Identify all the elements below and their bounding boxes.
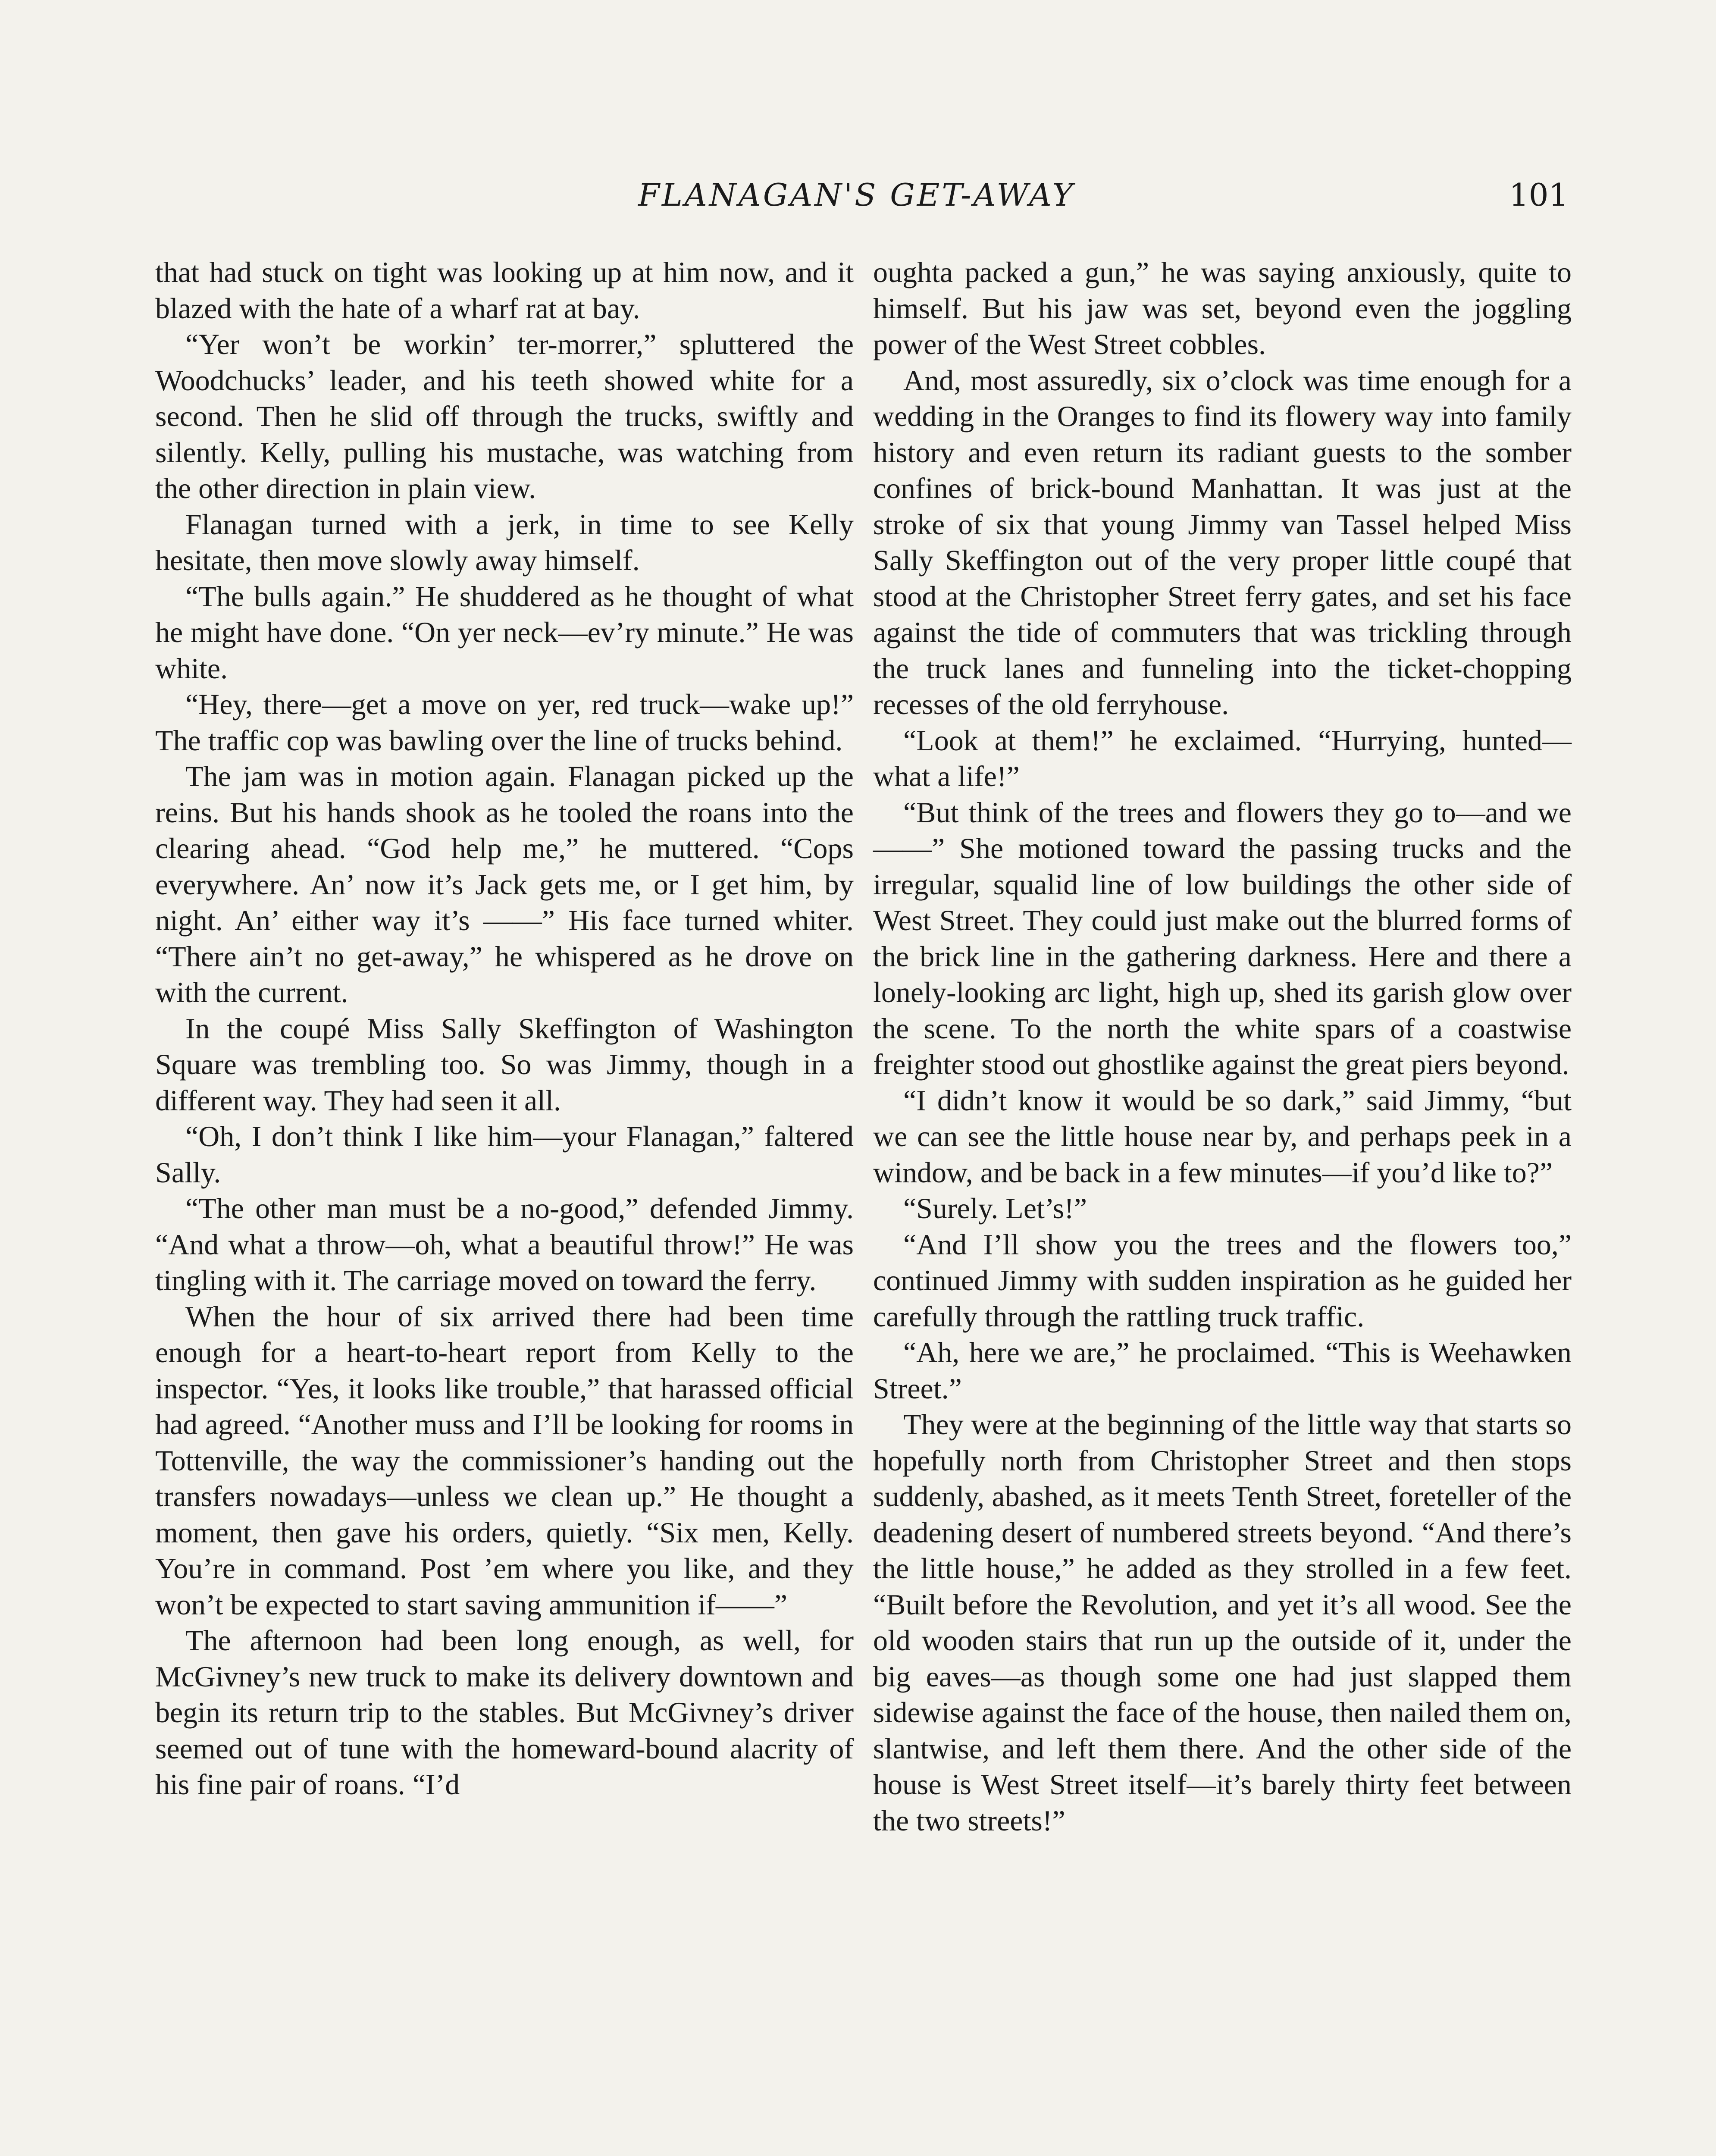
paragraph: “The bulls again.” He shuddered as he thought of what he might have done. “On yer neck—ev’ry minute.” He was white. xyxy=(155,580,854,685)
paragraph: oughta packed a gun,” he was saying anxiously, quite to himself. But his jaw was set, beyond even the joggling power of the West Street cobbles. xyxy=(873,256,1572,360)
paragraph: Flanagan turned with a jerk, in time to see Kelly hesitate, then move slowly away himself. xyxy=(155,508,854,577)
paragraph: “Ah, here we are,” he proclaimed. “This is Weehawken Street.” xyxy=(873,1336,1572,1405)
paragraph: “Surely. Let’s!” xyxy=(903,1192,1087,1225)
paragraph: In the coupé Miss Sally Skeffington of Washington Square was trembling too. So was Jimmy, though in a different way. They had seen it all. xyxy=(155,1012,854,1117)
paragraph: “Oh, I don’t think I like him—your Flanagan,” faltered Sally. xyxy=(155,1120,854,1189)
paragraph: “Yer won’t be workin’ ter-morrer,” spluttered the Woodchucks’ leader, and his teeth showed white for a second. Then he slid off through the trucks, swiftly and silently. Kelly, pulling his mustache, was watching from the other direction in plain view. xyxy=(155,328,854,505)
paragraph: “But think of the trees and flowers they go to—and we——” She motioned toward the passing trucks and the irregular, squalid line of low buildings the other side of West Street. They could just make out the blurred forms of the brick line in the gathering darkness. Here and there a lonely-looking arc light, high up, shed its garish glow over the scene. To the north the white spars of a coastwise freighter stood out ghostlike against the great piers beyond. xyxy=(873,796,1572,1081)
right-text-column xyxy=(873,254,1572,1839)
paragraph: “And I’ll show you the trees and the flowers too,” continued Jimmy with sudden inspiration as he guided her carefully through the rattling truck traffic. xyxy=(873,1228,1572,1333)
paragraph: They were at the beginning of the little way that starts so hopefully north from Christopher Street and then stops suddenly, abashed, as it meets Tenth Street, foreteller of the deadening desert of numbered streets beyond. “And there’s the little house,” he added as they strolled in a few feet. “Built before the Revolution, and yet it’s all wood. See the old wooden stairs that run up the outside of it, under the big eaves—as though some one had just slapped them sidewise against the face of the house, then nailed them on, slantwise, and left them there. And the other side of the house is West Street itself—it’s barely thirty feet between the two streets!” xyxy=(873,1408,1572,1837)
paragraph: “I didn’t know it would be so dark,” said Jimmy, “but we can see the little house near by, and perhaps peek in a window, and be back in a few minutes—if you’d like to?” xyxy=(873,1084,1572,1189)
paragraph: And, most assuredly, six o’clock was time enough for a wedding in the Oranges to find its flowery way into family history and even return its radiant guests to the somber confines of brick-bound Manhattan. It was just at the stroke of six that young Jimmy van Tassel helped Miss Sally Skeffington out of the very proper little coupé that stood at the Christopher Street ferry gates, and set his face against the tide of commuters that was trickling through the truck lanes and funneling into the ticket-chopping recesses of the old ferryhouse. xyxy=(873,364,1572,721)
paragraph: “Look at them!” he exclaimed. “Hurrying, hunted—what a life!” xyxy=(873,724,1572,793)
running-head-title: FLANAGAN'S GET-AWAY xyxy=(638,177,1075,213)
paragraph: The afternoon had been long enough, as well, for McGivney’s new truck to make its delivery downtown and begin its return trip to the stables. But McGivney’s driver seemed out of tune with the homeward-bound alacrity of his fine pair of roans. “I’d xyxy=(155,1624,854,1801)
paragraph: “Hey, there—get a move on yer, red truck—wake up!” The traffic cop was bawling over the line of trucks behind. xyxy=(155,688,854,757)
left-text-column xyxy=(155,254,854,1803)
paragraph: The jam was in motion again. Flanagan picked up the reins. But his hands shook as he tooled the roans into the clearing ahead. “God help me,” he muttered. “Cops everywhere. An’ now it’s Jack gets me, or I get him, by night. An’ either way it’s ——” His face turned whiter. “There ain’t no get-away,” he whispered as he drove on with the current. xyxy=(155,760,854,1009)
paragraph: that had stuck on tight was looking up at him now, and it blazed with the hate of a wharf rat at bay. xyxy=(155,256,854,325)
page-number: 101 xyxy=(1509,177,1569,213)
paragraph: “The other man must be a no-good,” defended Jimmy. “And what a throw—oh, what a beautiful throw!” He was tingling with it. The carriage moved on toward the ferry. xyxy=(155,1192,854,1297)
paragraph: When the hour of six arrived there had been time enough for a heart-to-heart report from Kelly to the inspector. “Yes, it looks like trouble,” that harassed official had agreed. “Another muss and I’ll be looking for rooms in Tottenville, the way the commissioner’s handing out the transfers nowadays—unless we clean up.” He thought a moment, then gave his orders, quietly. “Six men, Kelly. You’re in command. Post ’em where you like, and they won’t be expected to start saving ammunition if——” xyxy=(155,1300,854,1621)
